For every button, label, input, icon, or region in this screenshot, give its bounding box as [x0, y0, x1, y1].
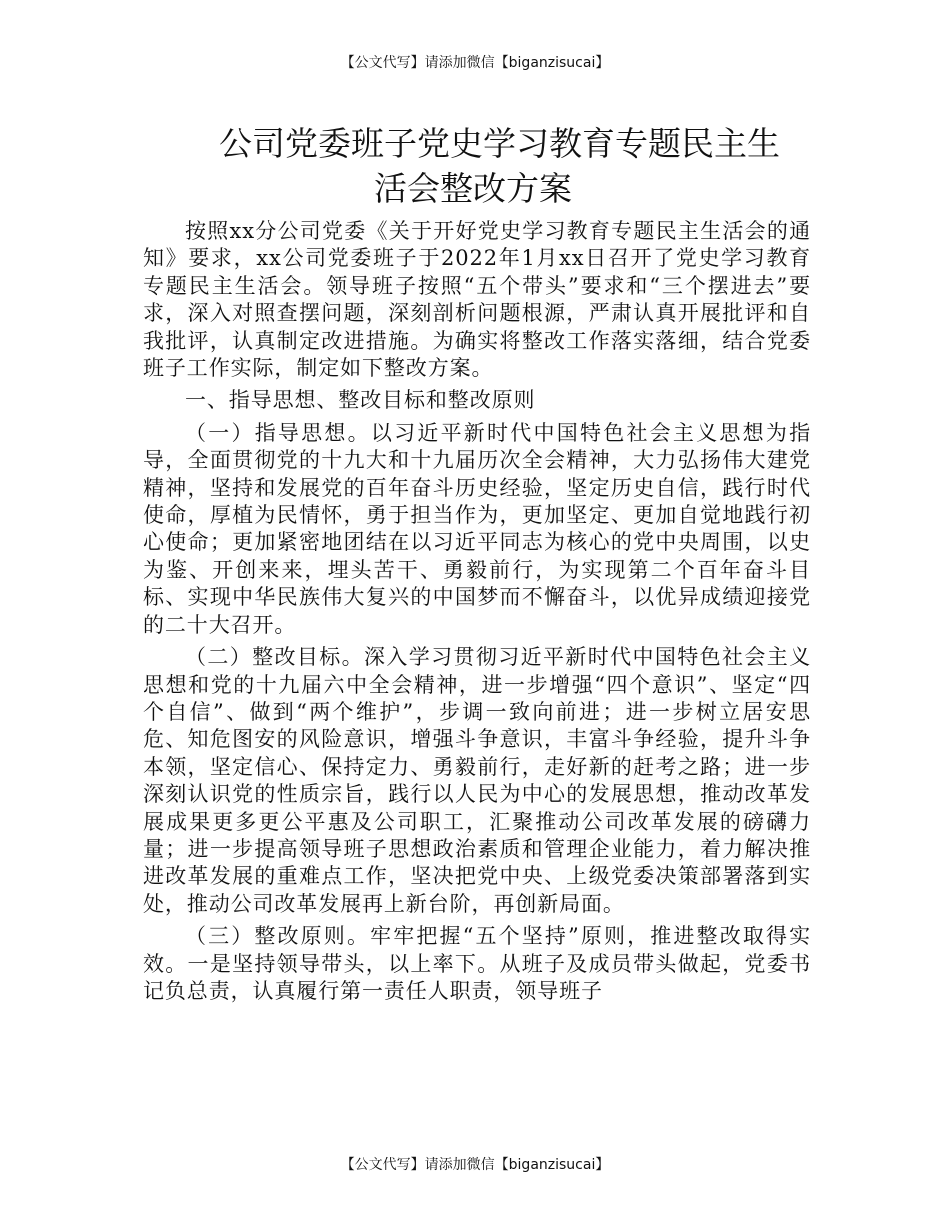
intro-paragraph: 按照xx分公司党委《关于开好党史学习教育专题民主生活会的通知》要求，xx公司党委班子于2022年1月xx日召开了党史学习教育专题民主生活会。领导班子按照“五个带头”要求和“三个摆进去”要求，深入对照查摆问题，深刻剖析问题根源，严肃认真开展批评和自我批评，认真制定改进措施。为确实将整改工作落实落细，结合党委班子工作实际，制定如下整改方案。	[143, 219, 811, 381]
rectification-goal-paragraph: （二）整改目标。深入学习贯彻习近平新时代中国特色社会主义思想和党的十九届六中全会精神，进一步增强“四个意识”、坚定“四个自信”、做到“两个维护”，步调一致向前进；进一步树立居安思危、知危图安的风险意识，增强斗争意识，丰富斗争经验，提升斗争本领，坚定信心、保持定力、勇毅前行，走好新的赶考之路；进一步深刻认识党的性质宗旨，践行以人民为中心的发展思想，推动改革发展成果更多更公平惠及公司职工，汇聚推动公司改革发展的磅礴力量；进一步提高领导班子思想政治素质和管理企业能力，着力解决推进改革发展的重难点工作，坚决把党中央、上级党委决策部署落到实处，推动公司改革发展再上新台阶，再创新局面。	[143, 645, 811, 916]
rectification-principle-paragraph: （三）整改原则。牢牢把握“五个坚持”原则，推进整改取得实效。一是坚持领导带头，以上率下。从班子及成员带头做起，党委书记负总责，认真履行第一责任人职责，领导班子	[143, 924, 811, 1003]
document-body	[143, 218, 811, 1005]
section-heading-1: 一、指导思想、整改目标和整改原则	[185, 388, 536, 413]
guiding-ideology-paragraph: （一）指导思想。以习近平新时代中国特色社会主义思想为指导，全面贯彻党的十九大和十九届历次全会精神，大力弘扬伟大建党精神，坚持和发展党的百年奋斗历史经验，坚定历史自信，践行时代使命，厚植为民情怀，勇于担当作为，更加坚定、更加自觉地践行初心使命；更加紧密地团结在以习近平同志为核心的党中央周围，以史为鉴、开创来来，埋头苦干、勇毅前行，为实现第二个百年奋斗目标、实现中华民族伟大复兴的中国梦而不懈奋斗，以优异成绩迎接党的二十大召开。	[143, 420, 811, 637]
document-title-line-2: 活会整改方案	[374, 169, 572, 208]
document-title-line-1: 公司党委班子党史学习教育专题民主生	[219, 124, 780, 163]
header-note: 【公文代写】请添加微信【biganzisucai】	[340, 55, 610, 71]
footer-note: 【公文代写】请添加微信【biganzisucai】	[340, 1157, 610, 1173]
